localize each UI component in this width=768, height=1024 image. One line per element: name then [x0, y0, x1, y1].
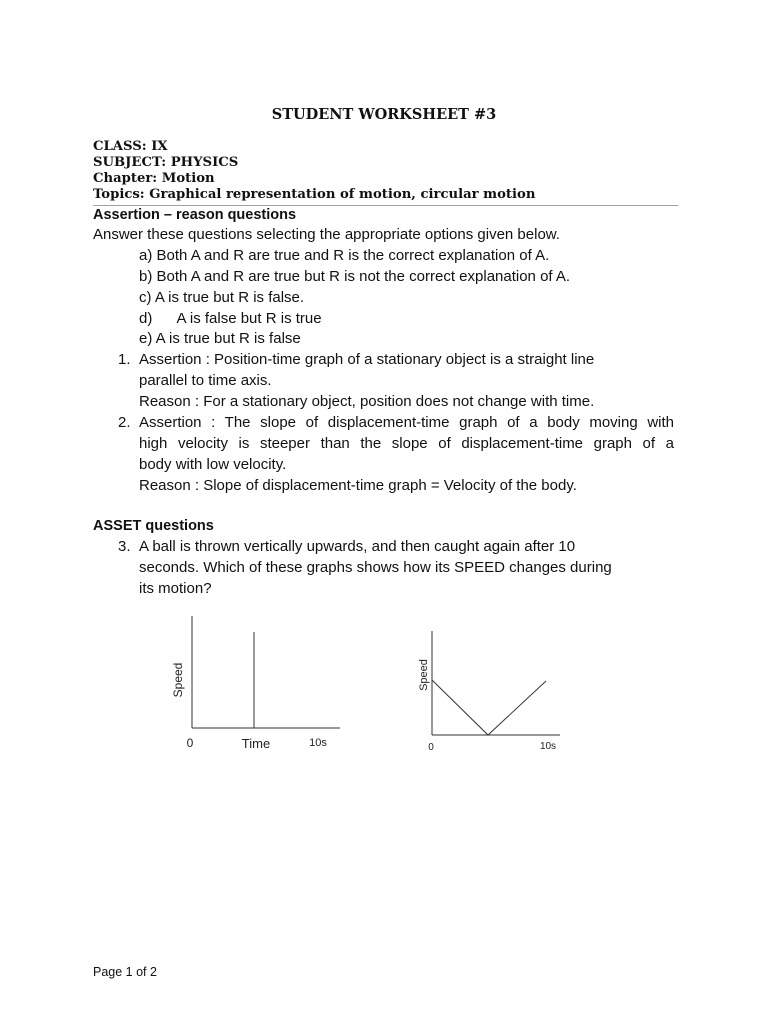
question-number-2: 2. [118, 414, 131, 431]
graph1-y-label: Speed [171, 662, 185, 698]
graph2-y-label: Speed [418, 659, 430, 691]
question-3-line-3: its motion? [139, 580, 212, 597]
subject-label: SUBJECT: PHYSICS [93, 155, 239, 170]
question-2-line-2: high velocity is steeper than the slope of displacement-time graph of a [139, 435, 674, 452]
question-1-line-2: parallel to time axis. [139, 372, 272, 389]
graph1-x-label: Time [241, 736, 271, 751]
topics-label: Topics: Graphical representation of motion, circular motion [93, 187, 536, 202]
option-a: a) Both A and R are true and R is the correct explanation of A. [139, 247, 550, 264]
question-2-line-1: Assertion : The slope of displacement-time graph of a body moving with [139, 414, 674, 431]
option-c: c) A is true but R is false. [139, 289, 305, 306]
question-3-line-1: A ball is thrown vertically upwards, and then caught again after 10 [139, 538, 576, 555]
section-heading-assertion-reason: Assertion – reason questions [93, 207, 297, 223]
option-d: d) A is false but R is true [139, 310, 322, 327]
worksheet-title: STUDENT WORKSHEET #3 [271, 106, 497, 123]
graph2-origin-label: 0 [428, 742, 434, 753]
graph2-x-end-label: 10s [539, 741, 557, 752]
question-1-line-1: Assertion : Position-time graph of a stationary object is a straight line [139, 351, 595, 368]
page-number: Page 1 of 2 [93, 965, 157, 979]
instruction-text: Answer these questions selecting the appropriate options given below. [93, 226, 560, 243]
chapter-label: Chapter: Motion [93, 171, 215, 186]
question-2-line-3: body with low velocity. [139, 456, 287, 473]
question-1-reason: Reason : For a stationary object, position does not change with time. [139, 393, 595, 410]
speed-graph-option-1 [160, 610, 350, 760]
question-2-reason: Reason : Slope of displacement-time graph = Velocity of the body. [139, 477, 577, 494]
question-3-line-2: seconds. Which of these graphs shows how its SPEED changes during [139, 559, 612, 576]
graph1-origin-label: 0 [186, 736, 194, 750]
graph1-x-end-label: 10s [309, 737, 327, 749]
option-e: e) A is true but R is false [139, 330, 301, 347]
graph2-speed-line [432, 680, 546, 735]
class-label: CLASS: IX [93, 139, 168, 154]
question-number-3: 3. [118, 538, 131, 555]
option-b: b) Both A and R are true but R is not the correct explanation of A. [139, 268, 571, 285]
section-heading-asset: ASSET questions [93, 518, 214, 534]
question-number-1: 1. [118, 351, 131, 368]
speed-graph-option-2 [410, 625, 580, 755]
